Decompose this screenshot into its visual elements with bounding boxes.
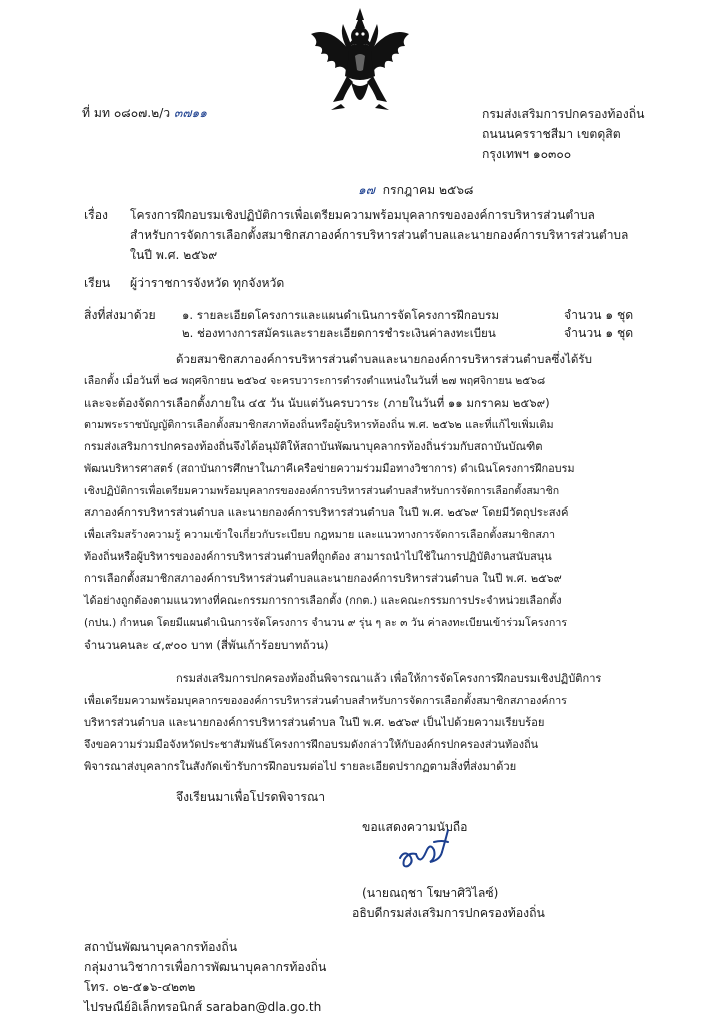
subject-line-2: สำหรับการจัดการเลือกตั้งสมาชิกสภาองค์การบริหารส่วนตำบลและนายกองค์การบริหารส่วนตำบล	[130, 228, 629, 242]
subject-line-3: ในปี พ.ศ. ๒๕๖๙	[130, 248, 218, 262]
paragraph-line: พัฒนบริหารศาสตร์ (สถาบันการศึกษาในภาคีเครือข่ายความร่วมมือทางวิชาการ) ดำเนินโครงการฝึกอบรม	[84, 462, 575, 475]
paragraph-line: ท้องถิ่นหรือผู้บริหารขององค์การบริหารส่วนตำบลที่ถูกต้อง สามารถนำไปใช้ในการปฏิบัติงานสนับสนุน	[84, 550, 552, 563]
paragraph-line: (กปน.) กำหนด โดยมีแผนดำเนินการจัดโครงการ จำนวน ๙ รุ่น ๆ ละ ๓ วัน ค่าลงทะเบียนเข้าร่วมโครงการ	[84, 616, 568, 629]
org-name: กรมส่งเสริมการปกครองท้องถิ่น	[482, 107, 645, 121]
enclosure-item-1: ๑. รายละเอียดโครงการและแผนดำเนินการจัดโครงการฝึกอบรม	[182, 308, 500, 322]
garuda-emblem	[305, 6, 415, 121]
enclosure-item-2-count: จำนวน ๑ ชุด	[564, 326, 634, 340]
paragraph-line: การเลือกตั้งสมาชิกสภาองค์การบริหารส่วนตำบลและนายกองค์การบริหารส่วนตำบล ในปี พ.ศ. ๒๕๖๙	[84, 572, 562, 585]
paragraph-line: บริหารส่วนตำบล และนายกองค์การบริหารส่วนตำบล ในปี พ.ศ. ๒๕๖๙ เป็นไปด้วยความเรียบร้อย	[84, 716, 545, 729]
reference-prefix: ที่ มท ๐๘๐๗.๒/ว	[82, 106, 171, 120]
enclosure-item-1-count: จำนวน ๑ ชุด	[564, 308, 634, 322]
paragraph-line: สภาองค์การบริหารส่วนตำบล และนายกองค์การบริหารส่วนตำบล ในปี พ.ศ. ๒๕๖๙ โดยมีวัตถุประสงค์	[84, 506, 569, 519]
reference-number	[82, 104, 207, 122]
paragraph-line: พิจารณาส่งบุคลากรในสังกัดเข้ารับการฝึกอบรมต่อไป รายละเอียดปรากฏตามสิ่งที่ส่งมาด้วย	[84, 760, 517, 773]
subject-label: เรื่อง	[84, 208, 108, 222]
reference-handwritten: ๓๗๑๑	[174, 106, 207, 120]
org-street: ถนนนครราชสีมา เขตดุสิต	[482, 127, 621, 141]
signer-title: อธิบดีกรมส่งเสริมการปกครองท้องถิ่น	[352, 906, 545, 920]
enclosures-label: สิ่งที่ส่งมาด้วย	[84, 308, 156, 322]
paragraph-line: ได้อย่างถูกต้องตามแนวทางที่คณะกรรมการการเลือกตั้ง (กกต.) และคณะกรรมการประจำหน่วยเลือกตั้ง	[84, 594, 562, 607]
footer-division: กลุ่มงานวิชาการเพื่อการพัฒนาบุคลากรท้องถิ่น	[84, 960, 327, 974]
footer-email: ไปรษณีย์อิเล็กทรอนิกส์ saraban@dla.go.th	[84, 1000, 322, 1014]
footer-phone: โทร. ๐๒-๕๑๖-๔๒๓๒	[84, 980, 196, 994]
paragraph-line: เชิงปฏิบัติการเพื่อเตรียมความพร้อมบุคลากรขององค์การบริหารส่วนตำบลสำหรับการจัดการเลือกตั้งสมาชิก	[84, 485, 560, 497]
paragraph-line: จึงขอความร่วมมือจังหวัดประชาสัมพันธ์โครงการฝึกอบรมดังกล่าวให้กับองค์กรปกครองส่วนท้องถิ่น	[84, 738, 539, 751]
paragraph-line: เพื่อเตรียมความพร้อมบุคลากรขององค์การบริหารส่วนตำบลสำหรับการจัดการเลือกตั้งสมาชิกสภาองค์การ	[84, 694, 567, 707]
org-city: กรุงเทพฯ ๑๐๓๐๐	[482, 147, 572, 161]
paragraph-line: กรมส่งเสริมการปกครองท้องถิ่นจึงได้อนุมัติให้สถาบันพัฒนาบุคลากรท้องถิ่นร่วมกับสถาบันบัณฑิต	[84, 440, 543, 453]
closing-request: จึงเรียนมาเพื่อโปรดพิจารณา	[176, 790, 326, 804]
paragraph-line: กรมส่งเสริมการปกครองท้องถิ่นพิจารณาแล้ว เพื่อให้การจัดโครงการฝึกอบรมเชิงปฏิบัติการ	[176, 672, 602, 685]
document-date	[358, 181, 473, 199]
paragraph-line: เลือกตั้ง เมื่อวันที่ ๒๘ พฤศจิกายน ๒๕๖๔ จะครบวาระการดำรงตำแหน่งในวันที่ ๒๗ พฤศจิกายน ๒๕๖๘	[84, 375, 546, 387]
paragraph-line: ตามพระราชบัญญัติการเลือกตั้งสมาชิกสภาท้องถิ่นหรือผู้บริหารท้องถิ่น พ.ศ. ๒๕๖๒ และที่แก้ไขเพิ่มเติม	[84, 418, 554, 431]
signature-image	[390, 822, 465, 880]
addressee-label: เรียน	[84, 276, 111, 290]
addressee-value: ผู้ว่าราชการจังหวัด ทุกจังหวัด	[130, 276, 285, 290]
paragraph-line: และจะต้องจัดการเลือกตั้งภายใน ๔๕ วัน นับแต่วันครบวาระ (ภายในวันที่ ๑๑ มกราคม ๒๕๖๙)	[84, 396, 550, 410]
footer-office: สถาบันพัฒนาบุคลากรท้องถิ่น	[84, 940, 238, 954]
date-month-year: กรกฎาคม ๒๕๖๘	[382, 183, 474, 197]
enclosure-item-2: ๒. ช่องทางการสมัครและรายละเอียดการชำระเงินค่าลงทะเบียน	[182, 326, 496, 340]
closing-respect: ขอแสดงความนับถือ	[362, 820, 468, 834]
paragraph-line: เพื่อเสริมสร้างความรู้ ความเข้าใจเกี่ยวกับระเบียบ กฎหมาย และแนวทางการจัดการเลือกตั้งสมาชิกสภา	[84, 528, 556, 541]
paragraph-line: จำนวนคนละ ๔,๙๐๐ บาท (สี่พันเก้าร้อยบาทถ้วน)	[84, 638, 329, 652]
subject-line-1: โครงการฝึกอบรมเชิงปฏิบัติการเพื่อเตรียมความพร้อมบุคลากรขององค์การบริหารส่วนตำบล	[130, 208, 595, 222]
paragraph-line: ด้วยสมาชิกสภาองค์การบริหารส่วนตำบลและนายกองค์การบริหารส่วนตำบลซึ่งได้รับ	[176, 352, 592, 366]
signer-name: (นายณฤชา โฆษาศิวิไลซ์)	[362, 886, 499, 900]
date-day-handwritten: ๑๗	[358, 183, 375, 197]
